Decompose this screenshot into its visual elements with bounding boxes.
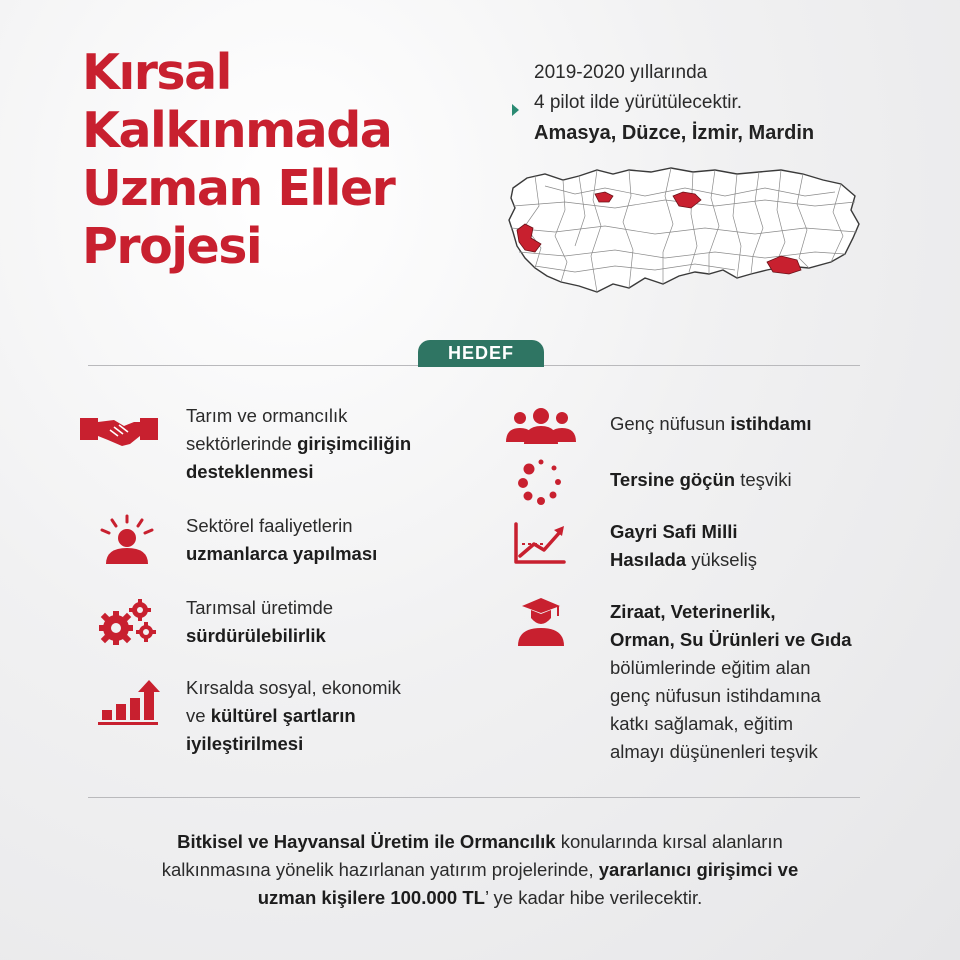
goal-text-bold: istihdamı bbox=[730, 413, 812, 434]
goal-text-line: katkı sağlamak, eğitim bbox=[610, 713, 794, 734]
goal-text-bold: Ziraat, Veterinerlik, bbox=[610, 601, 776, 622]
title-line-3: Uzman Eller bbox=[82, 160, 395, 217]
goal-text-bold: kültürel şartların bbox=[210, 705, 356, 726]
triangle-arrow-icon bbox=[512, 104, 519, 116]
goal-text-line: Kırsalda sosyal, ekonomik bbox=[186, 677, 401, 698]
turkey-outline bbox=[509, 168, 859, 292]
goal-text-bold: girişimciliğin bbox=[297, 433, 412, 454]
people-icon bbox=[500, 406, 582, 446]
goal-text-bold: desteklenmesi bbox=[186, 461, 314, 482]
goal-text-plain: Genç nüfusun bbox=[610, 413, 731, 434]
gears-icon bbox=[92, 596, 162, 648]
goal-text-bold: Hasılada bbox=[610, 549, 687, 570]
goal-text-plain: ve bbox=[186, 705, 211, 726]
goal-rural-conditions bbox=[86, 674, 401, 758]
grant-text-bold: yararlanıcı girişimci ve bbox=[598, 859, 799, 880]
section-divider-bottom bbox=[88, 797, 860, 798]
grant-info bbox=[100, 828, 860, 912]
title-line-1: Kırsal bbox=[82, 44, 231, 101]
expert-icon bbox=[92, 514, 162, 566]
goal-expertise bbox=[86, 512, 377, 568]
goal-reverse-migration bbox=[500, 454, 792, 510]
grant-text-plain: ’ ye kadar hibe verilecektir. bbox=[484, 887, 703, 908]
goal-text-line: bölümlerinde eğitim alan bbox=[610, 657, 811, 678]
growth-bars-icon bbox=[92, 676, 162, 728]
growth-chart-icon bbox=[500, 518, 582, 570]
goal-text-plain: sektörlerinde bbox=[186, 433, 298, 454]
page-title bbox=[82, 44, 394, 276]
goal-text-line: almayı düşünenleri teşvik bbox=[610, 741, 818, 762]
goal-text-bold: iyileştirilmesi bbox=[186, 733, 304, 754]
goal-text-bold: uzmanlarca yapılması bbox=[186, 543, 378, 564]
circle-dots-icon bbox=[500, 456, 582, 508]
title-line-2: Kalkınmada bbox=[82, 102, 392, 159]
grant-text-bold: Bitkisel ve Hayvansal Üretim ile Ormancılık bbox=[177, 831, 556, 852]
goal-text-bold: Gayri Safi Milli bbox=[610, 521, 738, 542]
pilot-cities: Amasya, Düzce, İzmir, Mardin bbox=[534, 122, 815, 144]
goal-text-plain: yükseliş bbox=[686, 549, 758, 570]
goal-youth-employment bbox=[500, 398, 812, 454]
pilot-count: 4 pilot ilde yürütülecektir. bbox=[534, 92, 743, 113]
title-line-4: Projesi bbox=[82, 218, 262, 275]
goal-text-line: genç nüfusun istihdamına bbox=[610, 685, 821, 706]
graduate-icon bbox=[500, 596, 582, 648]
hedef-badge: HEDEF bbox=[418, 340, 544, 367]
goal-entrepreneurship bbox=[78, 402, 411, 486]
goal-gnp-growth bbox=[500, 516, 757, 574]
grant-text-bold: uzman kişilere 100.000 TL bbox=[257, 887, 485, 908]
goal-sustainability bbox=[86, 594, 333, 650]
handshake-icon bbox=[78, 410, 160, 450]
grant-text-plain: kalkınmasına yönelik hazırlanan yatırım projelerinde, bbox=[161, 859, 599, 880]
turkey-map bbox=[505, 166, 865, 298]
goal-text-line: Sektörel faaliyetlerin bbox=[186, 515, 353, 536]
goal-education-support bbox=[500, 594, 852, 766]
goal-text-bold: Orman, Su Ürünleri ve Gıda bbox=[610, 629, 852, 650]
goal-text-bold: Tersine göçün bbox=[610, 469, 736, 490]
goal-text-line: Tarımsal üretimde bbox=[186, 597, 334, 618]
goal-text-line: Tarım ve ormancılık bbox=[186, 405, 348, 426]
goal-text-plain: teşviki bbox=[735, 469, 792, 490]
pilot-years: 2019-2020 yıllarında bbox=[534, 62, 708, 83]
grant-text-plain: konularında kırsal alanların bbox=[555, 831, 783, 852]
goal-text-bold: sürdürülebilirlik bbox=[186, 625, 326, 646]
